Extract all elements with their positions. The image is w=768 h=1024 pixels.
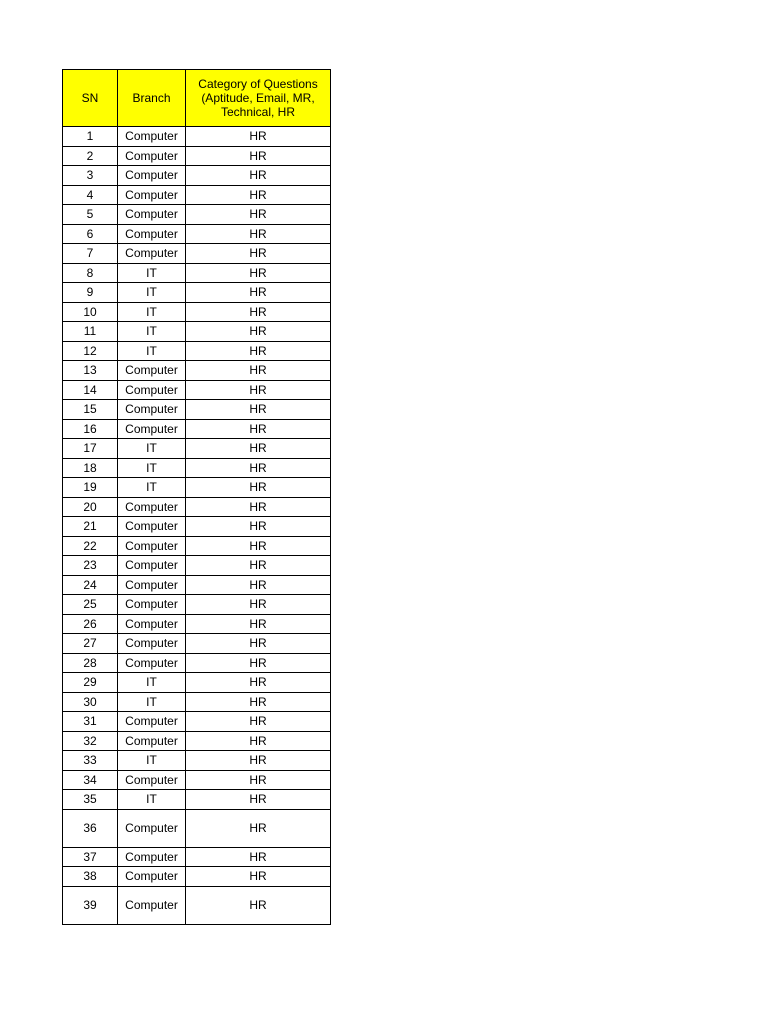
cell-branch: IT [118,322,186,342]
cell-category: HR [186,614,331,634]
cell-branch: Computer [118,127,186,147]
cell-branch: Computer [118,614,186,634]
cell-category: HR [186,302,331,322]
cell-branch: IT [118,751,186,771]
cell-sn: 19 [63,478,118,498]
cell-sn: 38 [63,867,118,887]
cell-sn: 29 [63,673,118,693]
cell-sn: 12 [63,341,118,361]
cell-sn: 25 [63,595,118,615]
cell-category: HR [186,400,331,420]
cell-category: HR [186,380,331,400]
table-row [63,205,331,225]
table-row [63,867,331,887]
table-row [63,458,331,478]
table-row [63,809,331,847]
cell-sn: 4 [63,185,118,205]
cell-sn: 31 [63,712,118,732]
table-row [63,263,331,283]
cell-sn: 3 [63,166,118,186]
table-row [63,517,331,537]
cell-sn: 13 [63,361,118,381]
cell-branch: IT [118,790,186,810]
cell-branch: IT [118,692,186,712]
table-row [63,770,331,790]
table-row [63,127,331,147]
cell-category: HR [186,751,331,771]
cell-branch: Computer [118,847,186,867]
cell-sn: 7 [63,244,118,264]
cell-sn: 14 [63,380,118,400]
cell-category: HR [186,809,331,847]
table-row [63,751,331,771]
table-row [63,790,331,810]
cell-sn: 9 [63,283,118,303]
cell-branch: Computer [118,634,186,654]
cell-sn: 22 [63,536,118,556]
cell-sn: 39 [63,886,118,924]
cell-branch: Computer [118,205,186,225]
cell-sn: 21 [63,517,118,537]
cell-sn: 23 [63,556,118,576]
cell-category: HR [186,770,331,790]
cell-branch: Computer [118,731,186,751]
table-row [63,847,331,867]
table-row [63,595,331,615]
cell-branch: Computer [118,185,186,205]
cell-category: HR [186,439,331,459]
cell-category: HR [186,575,331,595]
cell-category: HR [186,595,331,615]
cell-sn: 24 [63,575,118,595]
table-body [63,127,331,925]
cell-branch: Computer [118,400,186,420]
table-row [63,322,331,342]
cell-category: HR [186,263,331,283]
cell-branch: Computer [118,244,186,264]
cell-branch: Computer [118,536,186,556]
cell-category: HR [186,886,331,924]
cell-branch: Computer [118,886,186,924]
cell-sn: 2 [63,146,118,166]
cell-category: HR [186,146,331,166]
table-row [63,536,331,556]
cell-sn: 35 [63,790,118,810]
cell-branch: IT [118,458,186,478]
table-row [63,731,331,751]
cell-branch: Computer [118,595,186,615]
cell-sn: 18 [63,458,118,478]
cell-branch: Computer [118,712,186,732]
table-row [63,634,331,654]
cell-sn: 27 [63,634,118,654]
cell-branch: IT [118,302,186,322]
header-branch: Branch [118,70,186,127]
cell-sn: 20 [63,497,118,517]
cell-sn: 1 [63,127,118,147]
cell-category: HR [186,536,331,556]
header-sn: SN [63,70,118,127]
cell-branch: Computer [118,770,186,790]
cell-sn: 34 [63,770,118,790]
cell-category: HR [186,322,331,342]
table-row [63,419,331,439]
cell-branch: Computer [118,497,186,517]
cell-category: HR [186,458,331,478]
table-row [63,556,331,576]
cell-branch: IT [118,439,186,459]
cell-branch: Computer [118,653,186,673]
table-row [63,712,331,732]
table-row [63,886,331,924]
cell-sn: 28 [63,653,118,673]
table-row [63,146,331,166]
cell-sn: 15 [63,400,118,420]
table-row [63,244,331,264]
cell-sn: 5 [63,205,118,225]
cell-category: HR [186,185,331,205]
table-row [63,653,331,673]
table-row [63,692,331,712]
cell-branch: Computer [118,517,186,537]
cell-branch: Computer [118,867,186,887]
cell-category: HR [186,478,331,498]
cell-category: HR [186,419,331,439]
cell-branch: Computer [118,809,186,847]
table-row [63,185,331,205]
cell-category: HR [186,692,331,712]
table-row [63,166,331,186]
header-row [63,70,331,127]
table-row [63,478,331,498]
cell-branch: Computer [118,224,186,244]
cell-branch: Computer [118,380,186,400]
cell-branch: IT [118,283,186,303]
cell-branch: Computer [118,146,186,166]
table-row [63,575,331,595]
cell-sn: 36 [63,809,118,847]
table-row [63,361,331,381]
cell-category: HR [186,497,331,517]
cell-category: HR [186,731,331,751]
cell-category: HR [186,847,331,867]
cell-sn: 11 [63,322,118,342]
cell-category: HR [186,127,331,147]
cell-category: HR [186,867,331,887]
cell-sn: 16 [63,419,118,439]
table-row [63,673,331,693]
cell-sn: 32 [63,731,118,751]
header-category: Category of Questions (Aptitude, Email, MR, Technical, HR [186,70,331,127]
table-row [63,380,331,400]
table-row [63,439,331,459]
cell-branch: IT [118,673,186,693]
cell-branch: Computer [118,419,186,439]
cell-branch: Computer [118,575,186,595]
table-row [63,224,331,244]
cell-sn: 26 [63,614,118,634]
cell-branch: IT [118,341,186,361]
cell-branch: Computer [118,166,186,186]
cell-sn: 6 [63,224,118,244]
cell-category: HR [186,341,331,361]
cell-sn: 17 [63,439,118,459]
cell-category: HR [186,653,331,673]
table-row [63,614,331,634]
cell-branch: IT [118,478,186,498]
cell-category: HR [186,556,331,576]
cell-sn: 33 [63,751,118,771]
cell-sn: 10 [63,302,118,322]
cell-sn: 8 [63,263,118,283]
cell-category: HR [186,712,331,732]
questions-table [62,69,331,925]
cell-category: HR [186,634,331,654]
cell-branch: IT [118,263,186,283]
table-row [63,400,331,420]
cell-branch: Computer [118,361,186,381]
cell-sn: 37 [63,847,118,867]
table-row [63,341,331,361]
table-row [63,302,331,322]
cell-category: HR [186,244,331,264]
cell-category: HR [186,790,331,810]
cell-category: HR [186,166,331,186]
cell-category: HR [186,205,331,225]
cell-category: HR [186,361,331,381]
cell-category: HR [186,283,331,303]
table-row [63,497,331,517]
cell-category: HR [186,673,331,693]
cell-category: HR [186,224,331,244]
table-row [63,283,331,303]
cell-category: HR [186,517,331,537]
cell-branch: Computer [118,556,186,576]
cell-sn: 30 [63,692,118,712]
